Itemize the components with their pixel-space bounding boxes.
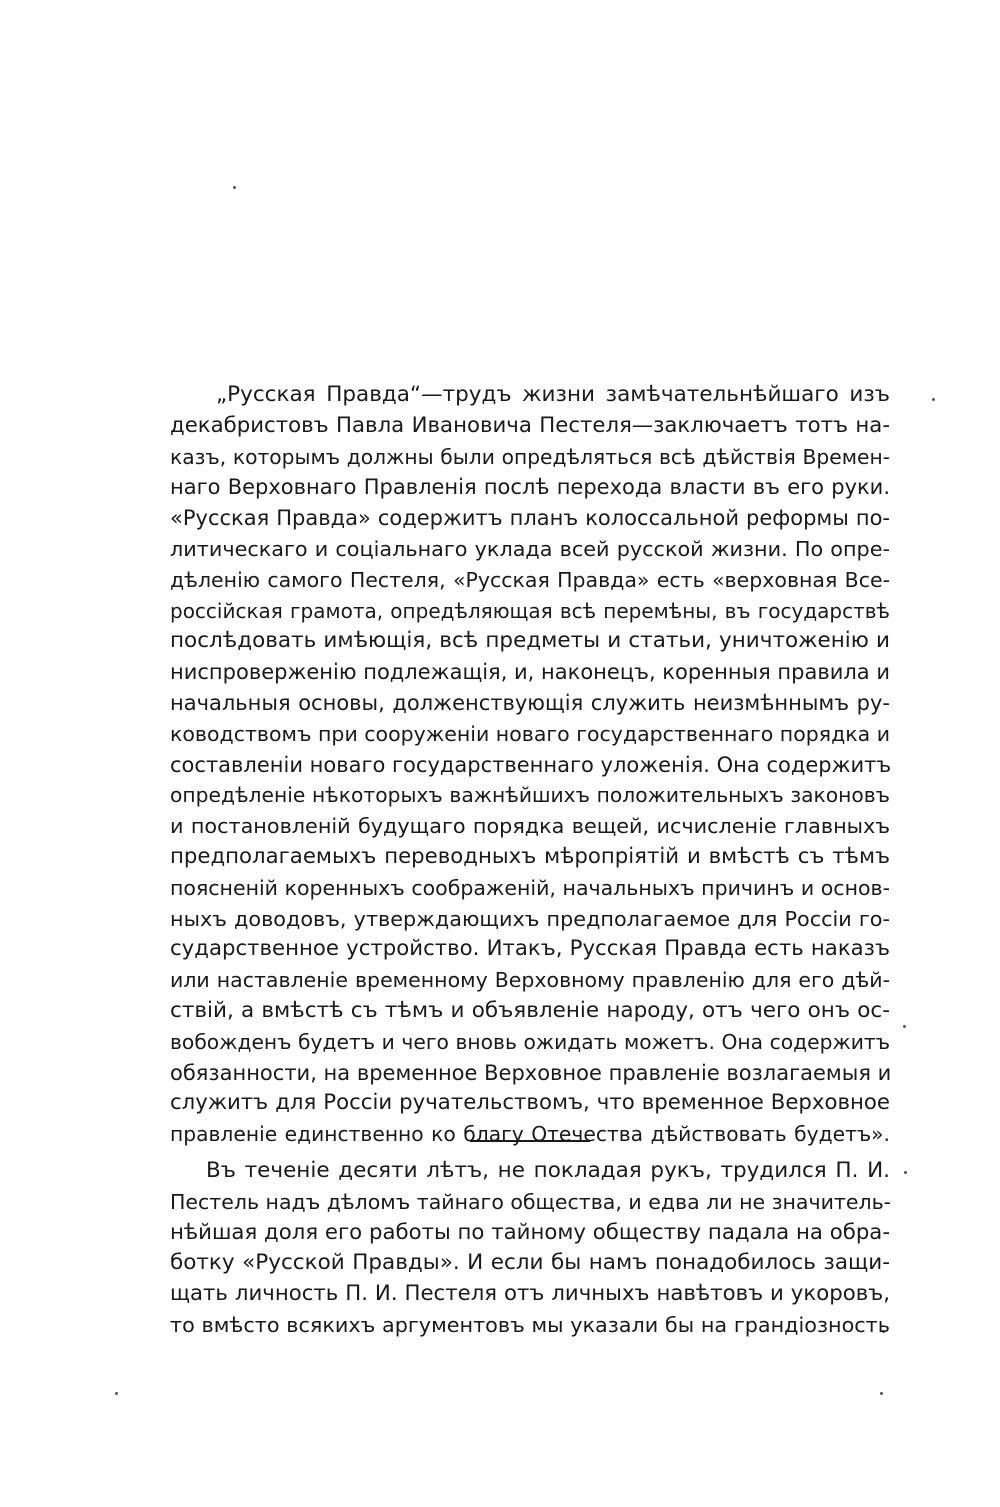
scan-speck [880, 1392, 883, 1395]
text-line: то вмѣсто всякихъ аргументовъ мы указали бы на грандіозность [170, 1312, 890, 1337]
text-line: служитъ для Россіи ручательствомъ, что временное Верховное [170, 1090, 890, 1116]
paragraph-pestel-work [170, 1156, 890, 1341]
text-line: опредѣленіе нѣкоторыхъ важнѣйшихъ положительныхъ законовъ [170, 783, 890, 808]
text-line: Пестель надъ дѣломъ тайнаго общества, и едва ли не значитель- [170, 1189, 892, 1214]
text-line: или наставленіе временному Верховному правленію для его дѣй- [170, 968, 890, 993]
text-line: вобожденъ будетъ и чего вновь ожидать можетъ. Она содержитъ [170, 1029, 890, 1054]
text-line: литическаго и соціальнаго уклада всей русской жизни. По опре- [170, 536, 890, 561]
text-line: россійская грамота, опредѣляющая всѣ перемѣны, въ государствѣ [170, 598, 890, 623]
text-line: декабристовъ Павла Ивановича Пестеля—заключаетъ тотъ на- [170, 412, 890, 438]
paragraph-russkaya-pravda [170, 380, 890, 1150]
text-line: правленіе единственно ко благу Отечества дѣйствовать будетъ». [170, 1122, 890, 1147]
scan-speck [115, 1392, 118, 1395]
text-line: предполагаемыхъ переводныхъ мѣропріятій и вмѣстѣ съ тѣмъ [170, 843, 890, 869]
text-line: ководствомъ при сооруженіи новаго государственнаго порядка и [170, 721, 891, 746]
text-line: обязанности, на временное Верховное правленіе возлагаемыя и [170, 1060, 892, 1085]
text-line: послѣдовать имѣющія, всѣ предметы и статьи, уничтоженію и [170, 628, 890, 654]
text-line: составленіи новаго государственнаго уложенія. Она содержитъ [170, 752, 892, 777]
text-line: ствій, а вмѣстѣ съ тѣмъ и объявленіе народу, отъ чего онъ ос- [170, 997, 890, 1023]
text-line: казъ, которымъ должны были опредѣляться всѣ дѣйствія Времен- [170, 444, 890, 469]
text-line: ниспроверженію подлежащія, и, наконецъ, коренныя правила и [170, 660, 890, 685]
text-line: „Русская Правда“—трудъ жизни замѣчательнѣйшаго изъ [216, 382, 890, 407]
text-line: сударственное устройство. Итакъ, Русская Правда есть наказъ [170, 936, 890, 962]
text-line: наго Верховнаго Правленія послѣ перехода власти въ его руки. [170, 475, 890, 500]
scan-speck [903, 1025, 906, 1028]
text-line: дѣленію самого Пестеля, «Русская Правда» есть «верховная Все- [170, 567, 890, 592]
text-line: Въ теченіе десяти лѣтъ, не покладая рукъ, трудился П. И. [206, 1158, 890, 1183]
scan-speck [932, 398, 935, 401]
scan-speck [904, 1171, 907, 1174]
text-line: ныхъ доводовъ, утверждающихъ предполагаемое для Россіи го- [170, 906, 890, 931]
text-line: нѣйшая доля его работы по тайному обществу падала на обра- [170, 1219, 890, 1245]
text-line: «Русская Правда» содержитъ планъ колоссальной реформы по- [170, 506, 890, 531]
text-line: ботку «Русской Правды». И если бы намъ понадобилось защи- [170, 1250, 890, 1276]
text-line: начальныя основы, долженствующія служить неизмѣннымъ ру- [170, 690, 890, 715]
section-divider [470, 1140, 590, 1142]
text-line: щать личность П. И. Пестеля отъ личныхъ навѣтовъ и укоровъ, [170, 1281, 890, 1307]
scan-speck [233, 186, 236, 189]
text-line: и постановленій будущаго порядка вещей, исчисленіе главныхъ [170, 814, 890, 839]
text-line: поясненій коренныхъ соображеній, начальныхъ причинъ и основ- [170, 875, 890, 900]
